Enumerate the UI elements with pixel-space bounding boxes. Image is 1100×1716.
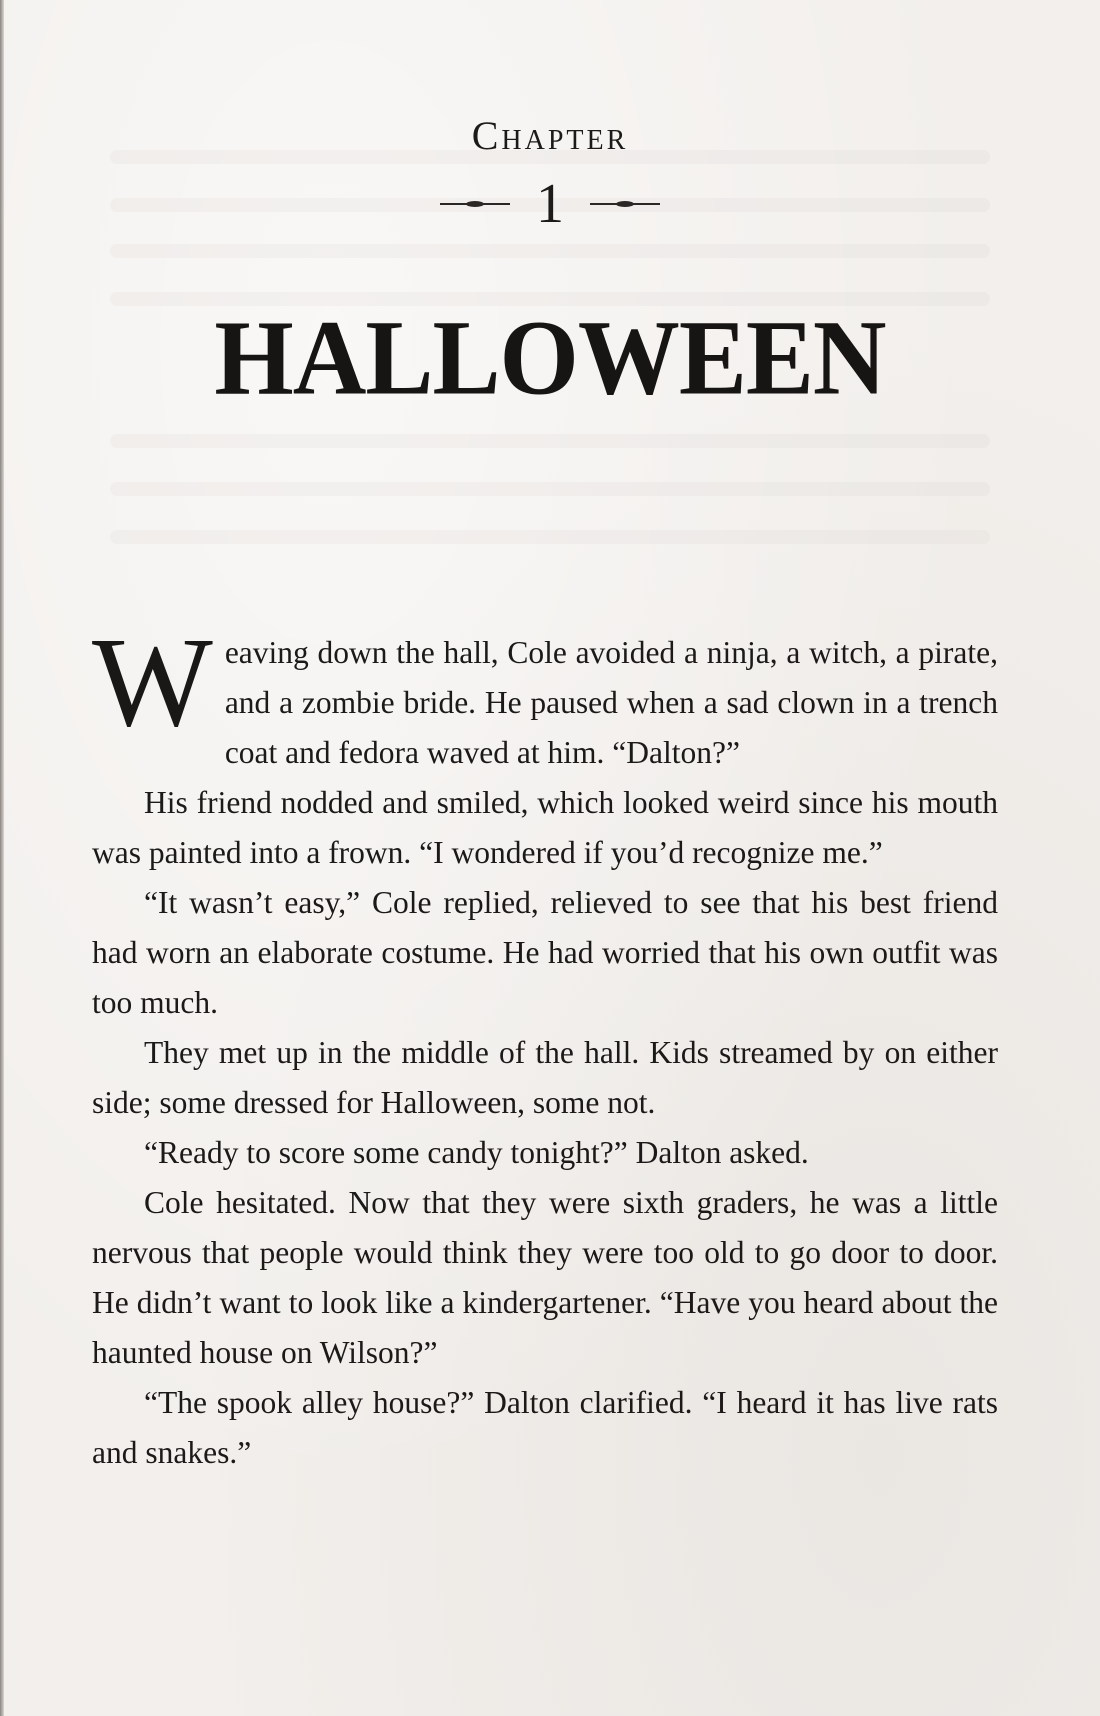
paragraph: “Ready to score some candy tonight?” Dalton asked. bbox=[144, 1135, 809, 1170]
paragraph bbox=[92, 611, 998, 778]
show-through bbox=[110, 244, 990, 258]
show-through bbox=[110, 434, 990, 448]
chapter-label: Chapter bbox=[471, 113, 629, 158]
chapter-title: HALLOWEEN bbox=[214, 299, 886, 418]
drop-cap: W bbox=[92, 611, 213, 753]
chapter-number-row bbox=[0, 173, 1100, 235]
ornament-rule-right bbox=[590, 203, 660, 205]
paragraph: “The spook alley house?” Dalton clarified. “I heard it has live rats and snakes.” bbox=[92, 1385, 998, 1470]
paragraph: His friend nodded and smiled, which looked weird since his mouth was painted into a frown. “I wondered if you’d recognize me.” bbox=[92, 785, 998, 870]
paragraph: Cole hesitated. Now that they were sixth graders, he was a little nervous that people would think they were too old to go door to door. He didn’t want to look like a kindergartener. “Have you heard about the haunted house on Wilson?” bbox=[92, 1185, 998, 1370]
show-through bbox=[110, 530, 990, 544]
paragraph: They met up in the middle of the hall. Kids streamed by on either side; some dressed for Halloween, some not. bbox=[92, 1035, 998, 1120]
ornament-rule-left bbox=[440, 203, 510, 205]
chapter-body bbox=[92, 611, 998, 1478]
page-edge bbox=[0, 0, 4, 1716]
show-through bbox=[110, 482, 990, 496]
paragraph: “It wasn’t easy,” Cole replied, relieved to see that his best friend had worn an elaborate costume. He had worried that his own outfit was too much. bbox=[92, 885, 998, 1020]
paragraph-text: eaving down the hall, Cole avoided a ninja, a witch, a pirate, and a zombie bride. He paused when a sad clown in a trench coat and fedora waved at him. “Dalton?” bbox=[224, 635, 998, 770]
chapter-number: 1 bbox=[536, 173, 564, 235]
